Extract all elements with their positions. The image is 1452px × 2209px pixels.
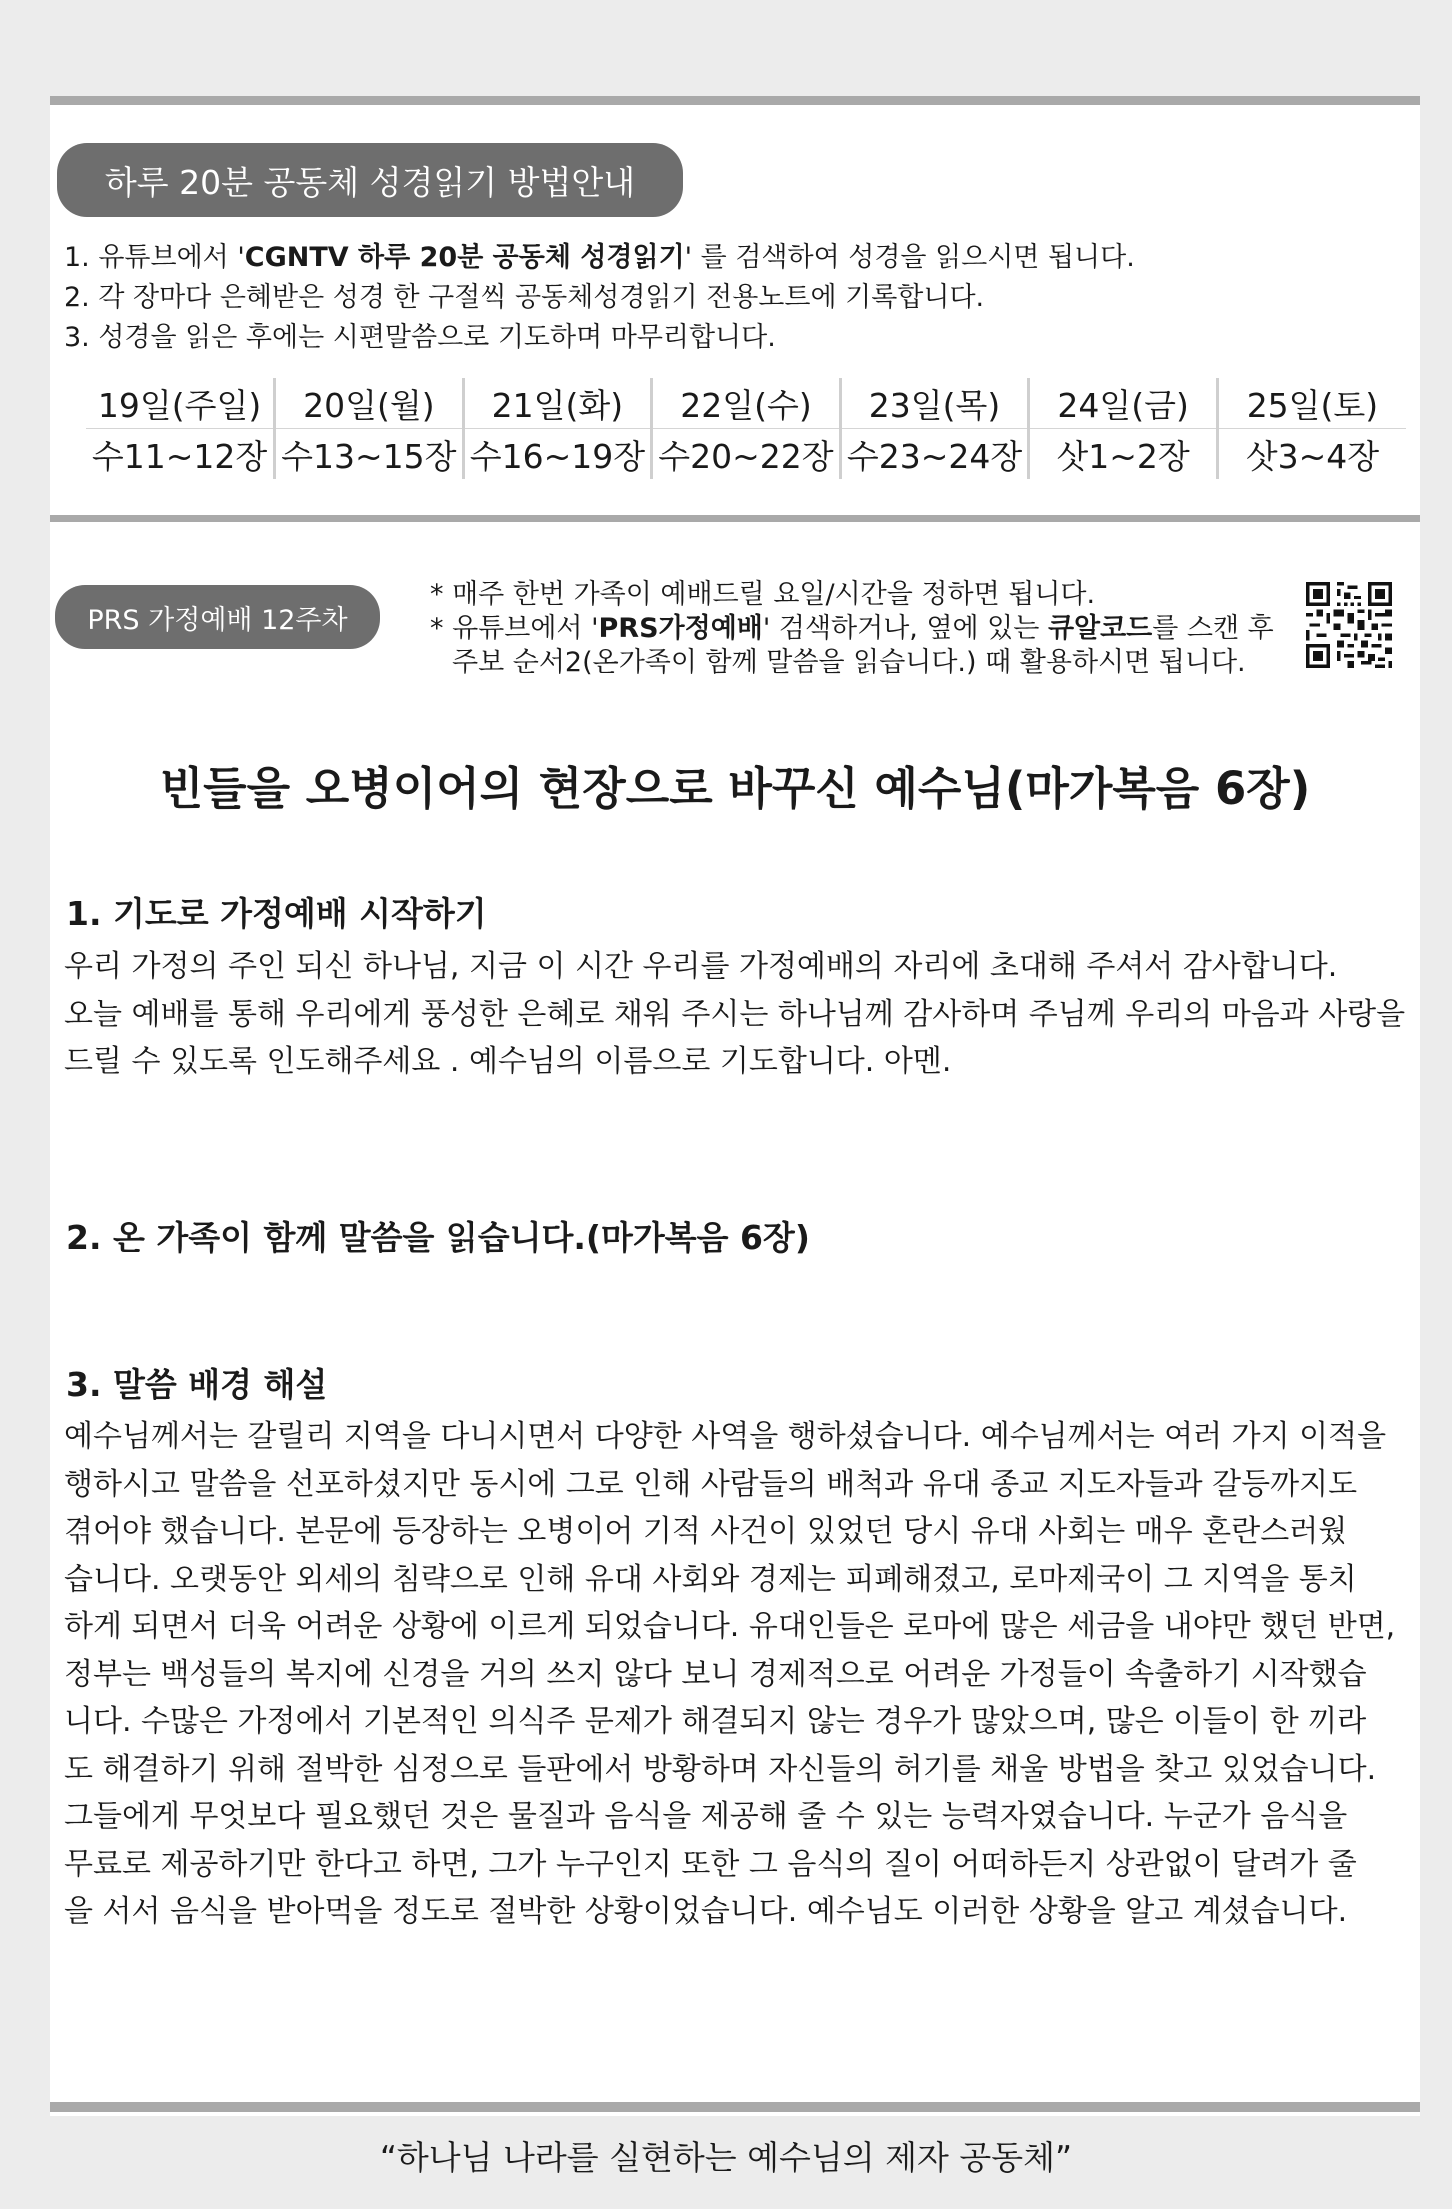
section-1-heading: 1. 기도로 가정예배 시작하기 (66, 894, 487, 933)
schedule-day: 24일(금) (1029, 378, 1218, 429)
middle-divider (50, 515, 1420, 522)
schedule-reading: 수11~12장 (91, 436, 268, 476)
commentary-line: 그들에게 무엇보다 필요했던 것은 물질과 음식을 제공해 줄 수 있는 능력자였습니다. 누군가 음식을 (64, 1799, 1348, 1834)
prs-worship-badge: PRS 가정예배 12주차 (55, 585, 380, 649)
section-2-heading: 2. 온 가족이 함께 말씀을 읽습니다.(마가복음 6장) (66, 1218, 810, 1257)
guide-line-2: 2. 각 장마다 은혜받은 성경 한 구절씩 공동체성경읽기 전용노트에 기록합니다. (64, 282, 985, 313)
prs-note-2: * 유튜브에서 'PRS가정예배' 검색하거나, 옆에 있는 큐알코드를 스캔 후 (430, 613, 1274, 644)
commentary-line: 정부는 백성들의 복지에 신경을 거의 쓰지 않다 보니 경제적으로 어려운 가정들이 속출하기 시작했습 (64, 1656, 1367, 1692)
commentary-line: 니다. 수많은 가정에서 기본적인 의식주 문제가 해결되지 않는 경우가 많았으며, 많은 이들이 한 끼라 (64, 1704, 1367, 1739)
prayer-line: 드릴 수 있도록 인도해주세요 . 예수님의 이름으로 기도합니다. 아멘. (64, 1044, 952, 1079)
bottom-divider (50, 2102, 1420, 2112)
bible-reading-badge: 하루 20분 공동체 성경읽기 방법안내 (57, 143, 683, 217)
schedule-day: 22일(수) (652, 378, 841, 429)
schedule-reading: 삿1~2장 (1029, 429, 1218, 480)
guide-line-3: 3. 성경을 읽은 후에는 시편말씀으로 기도하며 마무리합니다. (64, 322, 776, 353)
commentary-line: 행하시고 말씀을 선포하셨지만 동시에 그로 인해 사람들의 배척과 유대 종교 지도자들과 갈등까지도 (64, 1466, 1358, 1502)
commentary-line: 습니다. 오랫동안 외세의 침략으로 인해 유대 사회와 경제는 피폐해졌고, 로마제국이 그 지역을 통치 (64, 1561, 1357, 1597)
sermon-title: 빈들을 오병이어의 현장으로 바꾸신 예수님(마가복음 6장) (159, 762, 1311, 815)
section-3-commentary (64, 1413, 1414, 1936)
commentary-line: 하게 되면서 더욱 어려운 상황에 이르게 되었습니다. 유대인들은 로마에 많은 세금을 내야만 했던 반면, (64, 1609, 1396, 1644)
schedule-reading: 수23~24장 (840, 429, 1029, 480)
commentary-line: 도 해결하기 위해 절박한 심정으로 들판에서 방황하며 자신들의 허기를 채울 방법을 찾고 있었습니다. (64, 1751, 1377, 1787)
bible-reading-guide (64, 238, 1135, 358)
commentary-line: 을 서서 음식을 받아먹을 정도로 절박한 상황이었습니다. 예수님도 이러한 상황을 알고 계셨습니다. (64, 1894, 1348, 1929)
footer-motto: “하나님 나라를 실현하는 예수님의 제자 공동체” (379, 2138, 1073, 2177)
commentary-line: 무료로 제공하기만 한다고 하면, 그가 누구인지 또한 그 음식의 질이 어떠하든지 상관없이 달려가 줄 (64, 1846, 1357, 1882)
prs-note-3: 주보 순서2(온가족이 함께 말씀을 읽습니다.) 때 활용하시면 됩니다. (452, 647, 1246, 678)
schedule-day: 20일(월) (275, 378, 464, 429)
prs-note-1: * 매주 한번 가족이 예배드릴 요일/시간을 정하면 됩니다. (430, 579, 1096, 610)
prayer-line: 오늘 예배를 통해 우리에게 풍성한 은혜로 채워 주시는 하나님께 감사하며 주님께 우리의 마음과 사랑을 (64, 996, 1406, 1032)
schedule-reading: 삿3~4장 (1217, 429, 1406, 480)
top-divider (50, 96, 1420, 105)
commentary-line: 겪어야 했습니다. 본문에 등장하는 오병이어 기적 사건이 있었던 당시 유대 사회는 매우 혼란스러웠 (64, 1514, 1348, 1549)
schedule-reading: 수20~22장 (652, 429, 841, 480)
schedule-days-row (86, 378, 1406, 429)
schedule-day: 19일(주일) (86, 378, 275, 429)
prayer-line: 우리 가정의 주인 되신 하나님, 지금 이 시간 우리를 가정예배의 자리에 초대해 주셔서 감사합니다. (64, 949, 1338, 984)
commentary-line: 예수님께서는 갈릴리 지역을 다니시면서 다양한 사역을 행하셨습니다. 예수님께서는 여러 가지 이적을 (64, 1419, 1387, 1454)
schedule-readings-row (86, 429, 1406, 480)
reading-schedule-table (86, 378, 1406, 479)
schedule-reading: 수16~19장 (463, 429, 652, 480)
schedule-reading: 수13~15장 (275, 429, 464, 480)
schedule-day: 21일(화) (463, 378, 652, 429)
schedule-day: 23일(목) (840, 378, 1029, 429)
qr-code-icon[interactable] (1306, 582, 1392, 668)
guide-line-1: 1. 유튜브에서 'CGNTV 하루 20분 공동체 성경읽기' 를 검색하여 성경을 읽으시면 됩니다. (64, 242, 1135, 273)
schedule-day: 25일(토) (1217, 378, 1406, 429)
section-1-prayer (64, 943, 1414, 1086)
section-3-heading: 3. 말씀 배경 해설 (66, 1365, 328, 1404)
prs-notes (430, 578, 1274, 680)
